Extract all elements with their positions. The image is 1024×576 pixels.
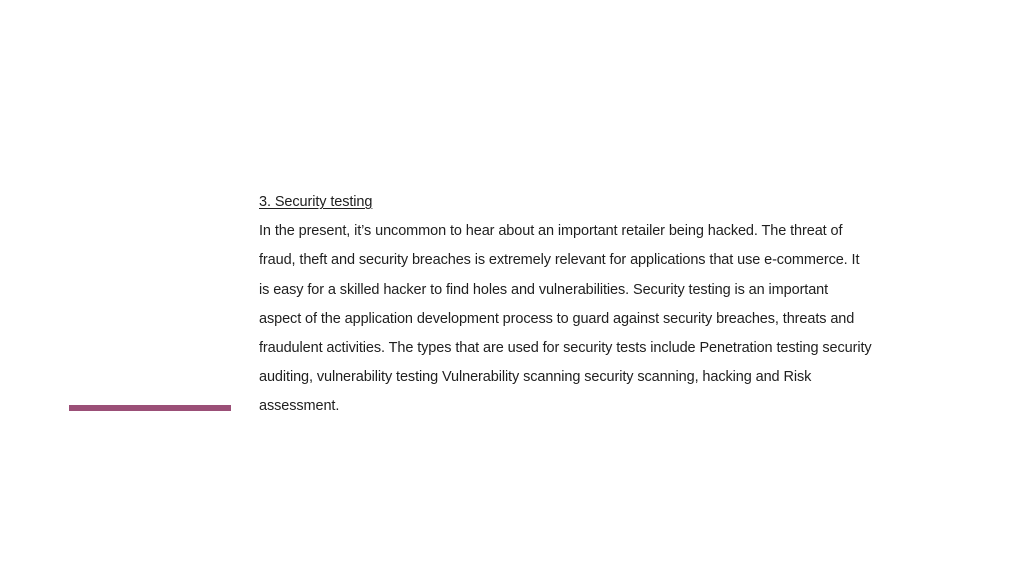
content-text-block: [259, 188, 939, 422]
body-line: aspect of the application development process to guard against security breaches, threats and: [259, 310, 855, 327]
body-line: fraudulent activities. The types that are used for security tests include Penetration testing security: [259, 340, 872, 357]
body-line: fraud, theft and security breaches is extremely relevant for applications that use e-commerce. It: [259, 252, 860, 269]
body-line: assessment.: [259, 398, 340, 415]
body-line: is easy for a skilled hacker to find holes and vulnerabilities. Security testing is an important: [259, 281, 829, 298]
section-heading: 3. Security testing: [259, 194, 373, 210]
body-line: In the present, it’s uncommon to hear about an important retailer being hacked. The threat of: [259, 223, 843, 240]
accent-bar: [69, 405, 231, 411]
body-line: auditing, vulnerability testing Vulnerability scanning security scanning, hacking and Risk: [259, 369, 812, 386]
